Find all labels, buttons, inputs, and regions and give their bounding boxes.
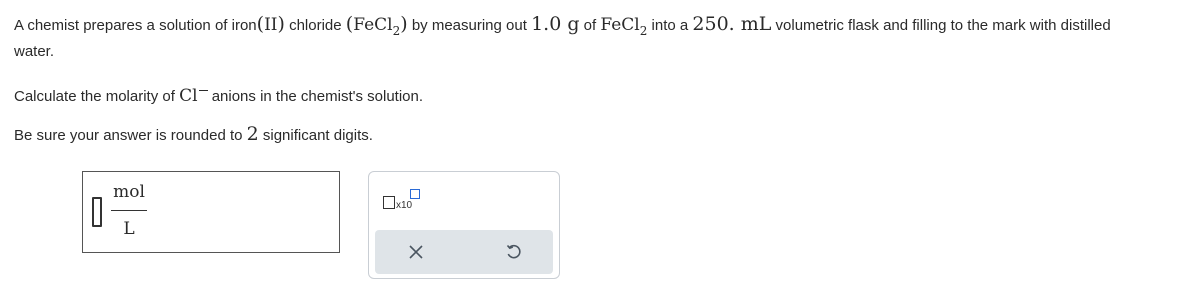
mantissa-box-icon	[383, 196, 395, 209]
oxidation-state: II	[264, 15, 278, 35]
text: water.	[14, 43, 55, 60]
text: Be sure your answer is rounded to	[14, 127, 247, 144]
x-icon	[409, 245, 423, 259]
paren: )	[277, 13, 285, 35]
minus-charge	[199, 90, 208, 91]
formula-subscript: 2	[639, 24, 648, 38]
formula: FeCl	[353, 15, 393, 35]
question-line-3	[14, 124, 373, 146]
exponent-box-icon	[410, 189, 420, 199]
text: into a	[647, 17, 693, 34]
unit-fraction	[109, 180, 149, 241]
formula: FeCl	[600, 15, 640, 35]
question-line-1	[14, 14, 1111, 36]
question-line-1-wrap	[14, 42, 54, 62]
answer-box	[82, 171, 340, 253]
answer-input[interactable]	[92, 197, 102, 227]
question-line-2	[14, 86, 423, 107]
unit-denominator: L	[123, 219, 135, 239]
text: anions in the chemist's solution.	[207, 88, 424, 105]
mass-value: 1.0 g	[531, 13, 580, 35]
text: A chemist prepares a solution of iron	[14, 17, 257, 34]
paren: (	[256, 13, 265, 35]
x10-button[interactable]	[383, 186, 443, 220]
fraction-bar	[111, 210, 147, 211]
tool-panel	[368, 171, 560, 279]
undo-icon	[505, 243, 523, 261]
sig-digits: 2	[246, 123, 259, 145]
text: significant digits.	[258, 127, 373, 144]
text: volumetric flask and filling to the mark with distilled	[771, 17, 1111, 34]
text: by measuring out	[407, 17, 532, 34]
paren: )	[400, 13, 408, 35]
formula-subscript: 2	[392, 24, 401, 38]
undo-button[interactable]	[500, 238, 528, 266]
x10-label: x10	[396, 200, 413, 211]
unit-numerator: mol	[113, 182, 145, 202]
ion-symbol: Cl	[179, 86, 198, 106]
tool-actions	[375, 230, 553, 274]
text: of	[579, 17, 601, 34]
clear-button[interactable]	[402, 238, 430, 266]
text: Calculate the molarity of	[14, 88, 180, 105]
paren: (	[345, 13, 354, 35]
text: chloride	[284, 17, 346, 34]
volume-value: 250. mL	[692, 13, 772, 35]
